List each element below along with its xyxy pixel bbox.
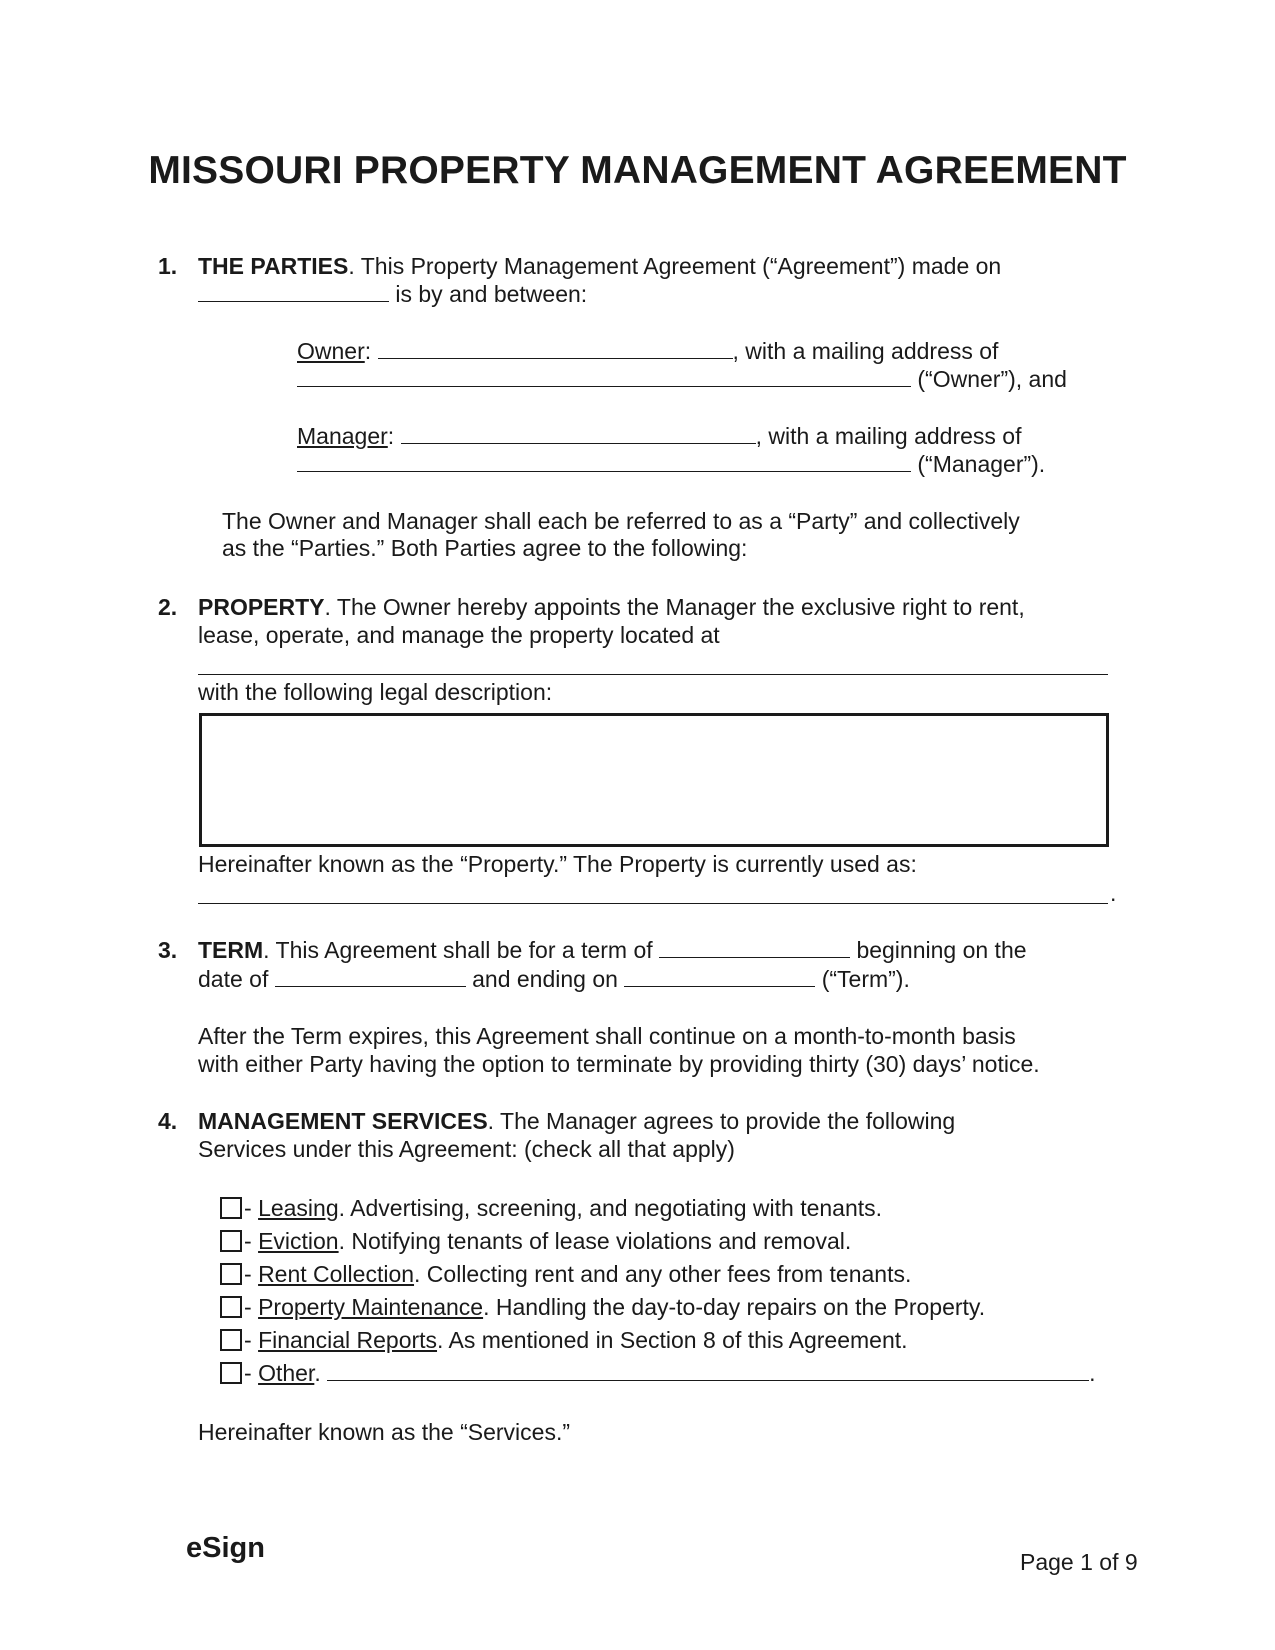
owner-address-line: (“Owner”), and (297, 366, 1067, 393)
manager-label: Manager (297, 423, 388, 449)
section-2-line-2: lease, operate, and manage the property located at (198, 622, 720, 648)
legal-description-box[interactable] (199, 713, 1109, 847)
section-4-number: 4. (158, 1108, 178, 1134)
document-title: MISSOURI PROPERTY MANAGEMENT AGREEMENT (148, 149, 1127, 192)
section-3-heading: TERM (198, 937, 264, 963)
section-1-line-2: is by and between: (198, 281, 587, 308)
owner-name-field[interactable] (378, 338, 733, 359)
financial-reports-checkbox[interactable] (220, 1329, 242, 1351)
section-4-line-2: Services under this Agreement: (check all that apply) (198, 1136, 735, 1162)
property-address-field[interactable] (198, 674, 1108, 675)
section-2-heading: PROPERTY (198, 594, 325, 620)
parties-paragraph-line-2: as the “Parties.” Both Parties agree to the following: (222, 535, 748, 561)
leasing-checkbox[interactable] (220, 1197, 242, 1219)
manager-address-line: (“Manager”). (297, 451, 1045, 478)
service-item-rent-collection: - Rent Collection. Collecting rent and any other fees from tenants. (220, 1261, 911, 1288)
property-maintenance-checkbox[interactable] (220, 1296, 242, 1318)
manager-address-field[interactable] (297, 451, 911, 472)
service-item-eviction: - Eviction. Notifying tenants of lease violations and removal. (220, 1228, 851, 1255)
agreement-date-field[interactable] (198, 281, 389, 302)
section-3-line-2: date of and ending on (“Term”). (198, 966, 910, 992)
end-date-field[interactable] (624, 966, 815, 987)
eviction-checkbox[interactable] (220, 1230, 242, 1252)
term-paragraph-line-1: After the Term expires, this Agreement shall continue on a month-to-month basis (198, 1023, 1016, 1049)
other-checkbox[interactable] (220, 1362, 242, 1384)
section-3-line-1: TERM. This Agreement shall be for a term of beginning on the (198, 937, 1027, 963)
section-1-line-1: THE PARTIES. This Property Management Agreement (“Agreement”) made on (198, 253, 1002, 279)
start-date-field[interactable] (275, 966, 466, 987)
manager-name-field[interactable] (401, 423, 756, 444)
manager-line: Manager: , with a mailing address of (297, 423, 1022, 449)
parties-paragraph-line-1: The Owner and Manager shall each be referred to as a “Party” and collectively (222, 508, 1020, 534)
property-use-field[interactable] (198, 903, 1108, 904)
term-paragraph-line-2: with either Party having the option to terminate by providing thirty (30) days’ notice. (198, 1051, 1040, 1077)
esign-logo: eSign (186, 1532, 265, 1564)
section-1-number: 1. (158, 253, 178, 279)
section-2-line-1: PROPERTY. The Owner hereby appoints the Manager the exclusive right to rent, (198, 594, 1025, 620)
service-item-leasing: - Leasing. Advertising, screening, and negotiating with tenants. (220, 1195, 882, 1222)
owner-label: Owner (297, 338, 365, 364)
section-4-line-1: MANAGEMENT SERVICES. The Manager agrees to provide the following (198, 1108, 956, 1134)
other-service-field[interactable] (327, 1360, 1089, 1381)
section-3-number: 3. (158, 937, 178, 963)
rent-collection-checkbox[interactable] (220, 1263, 242, 1285)
service-item-financial-reports: - Financial Reports. As mentioned in Section 8 of this Agreement. (220, 1327, 908, 1354)
section-2-number: 2. (158, 594, 178, 620)
legal-description-label: with the following legal description: (198, 679, 553, 705)
property-use-period: . (1110, 880, 1117, 906)
section-1-heading: THE PARTIES (198, 253, 349, 279)
owner-line: Owner: , with a mailing address of (297, 338, 999, 364)
term-length-field[interactable] (659, 937, 850, 958)
service-item-property-maintenance: - Property Maintenance. Handling the day-to-day repairs on the Property. (220, 1294, 985, 1321)
property-use-label: Hereinafter known as the “Property.” The Property is currently used as: (198, 851, 917, 877)
page-number: Page 1 of 9 (1020, 1549, 1138, 1575)
service-item-other: - Other. . (220, 1360, 1096, 1387)
services-definition: Hereinafter known as the “Services.” (198, 1419, 570, 1445)
section-4-heading: MANAGEMENT SERVICES (198, 1108, 488, 1134)
owner-address-field[interactable] (297, 366, 911, 387)
